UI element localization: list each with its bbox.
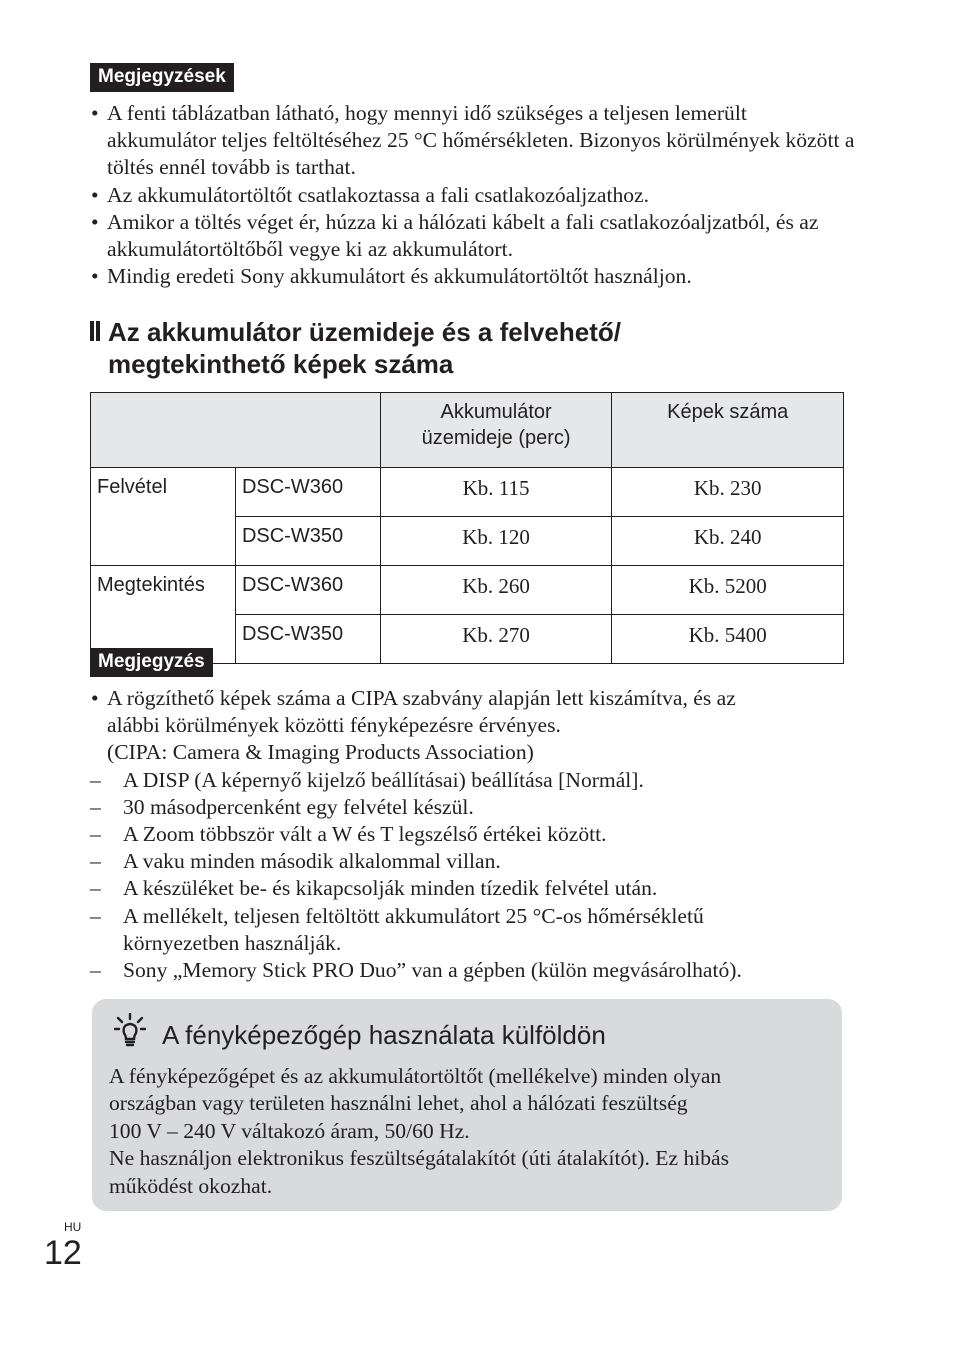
note-text: Sony „Memory Stick PRO Duo” van a gépben (külön megvásárolható). (123, 958, 742, 983)
note-text: A készüléket be- és kikapcsolják minden tízedik felvétel után. (123, 876, 658, 901)
model-cell: DSC-W350 (235, 517, 380, 566)
tip-text: Ne használjon elektronikus feszültségátalakítót (úti átalakítót). Ez hibás (109, 1146, 730, 1171)
images-cell: Kb. 230 (612, 468, 844, 517)
notes-list (90, 100, 860, 290)
language-code: HU (64, 1220, 82, 1234)
note-text: A DISP (A képernyő kijelző beállításai) beállítása [Normál]. (123, 767, 644, 792)
model-cell: DSC-W360 (235, 566, 380, 615)
images-cell: Kb. 240 (612, 517, 844, 566)
note-text: • A rögzíthető képek száma a CIPA szabvány alapján lett kiszámítva, és az (107, 686, 736, 710)
note-badge: Megjegyzés (90, 648, 213, 677)
section-marker-icon (90, 321, 100, 341)
note-list (90, 685, 870, 984)
model-cell: DSC-W350 (235, 615, 380, 664)
group-label: Megtekintés (91, 566, 236, 664)
list-item (90, 685, 870, 767)
list-item: – Sony „Memory Stick PRO Duo” van a gépben (külön megvásárolható). (90, 958, 742, 983)
list-item: • Amikor a töltés véget ér, húzza ki a hálózati kábelt a fali csatlakozóaljzatból, és az akkumulátortöltőből vegye ki az akkumulátort. (90, 209, 860, 263)
tip-text: 100 V – 240 V váltakozó áram, 50/60 Hz. (109, 1118, 470, 1143)
table-row (91, 566, 844, 615)
note-text: (CIPA: Camera & Imaging Products Association) (107, 740, 534, 765)
list-item: • Az akkumulátortöltőt csatlakoztassa a fali csatlakozóaljzathoz. (90, 182, 860, 209)
list-item: • A fenti táblázatban látható, hogy mennyi idő szükséges a teljesen lemerült akkumulátor teljes feltöltéséhez 25 °C hőmérsékleten. Bizonyos körülmények között a töltés ennél tovább is tarthat. (90, 100, 860, 182)
images-cell: Kb. 5400 (612, 615, 844, 664)
header-text: Akkumulátor (440, 401, 552, 423)
model-cell: DSC-W360 (235, 468, 380, 517)
header-text: üzemideje (perc) (421, 427, 571, 449)
battery-cell: Kb. 120 (380, 517, 612, 566)
tip-text: A fényképezőgépet és az akkumulátortöltőt (mellékelve) minden olyan (109, 1064, 722, 1088)
list-item: – A mellékelt, teljesen feltöltött akkumulátort 25 °C-os hőmérsékletű környezetben használják. (90, 903, 704, 955)
battery-cell: Kb. 270 (380, 615, 612, 664)
page-number: 12 (44, 1234, 82, 1272)
tip-title: A fényképezőgép használata külföldön (162, 1020, 606, 1050)
lightbulb-icon (114, 1013, 146, 1049)
images-cell: Kb. 5200 (612, 566, 844, 615)
note-text: A mellékelt, teljesen feltöltött akkumulátort 25 °C-os hőmérsékletű környezetben használják. (123, 903, 704, 955)
tip-box (92, 999, 842, 1211)
table-header-images: Képek száma (612, 393, 844, 468)
list-item: – 30 másodpercenként egy felvétel készül. (90, 794, 474, 819)
note-text: A Zoom többször vált a W és T legszélső értékei között. (123, 822, 607, 847)
section-title-line2: megtekinthető képek száma (108, 349, 454, 379)
note-text: A vaku minden második alkalommal villan. (123, 849, 501, 874)
table-header-battery (380, 393, 612, 468)
battery-cell: Kb. 115 (380, 468, 612, 517)
table-row (91, 468, 844, 517)
list-item: – A Zoom többször vált a W és T legszélső értékei között. (90, 822, 607, 847)
list-item: – A vaku minden második alkalommal villan. (90, 849, 501, 874)
tip-text: országban vagy területen használni lehet, ahol a hálózati feszültség (109, 1091, 688, 1116)
tip-body (109, 1063, 829, 1200)
section-title-line1: Az akkumulátor üzemideje és a felvehető/ (108, 317, 621, 347)
table-header-row (91, 393, 844, 468)
list-item: – A készüléket be- és kikapcsolják minden tízedik felvétel után. (90, 876, 658, 901)
list-item: – A DISP (A képernyő kijelző beállításai) beállítása [Normál]. (90, 767, 644, 792)
list-item: • Mindig eredeti Sony akkumulátort és akkumulátortöltőt használjon. (90, 263, 860, 290)
note-text: 30 másodpercenként egy felvétel készül. (123, 794, 474, 819)
section-heading (90, 316, 870, 380)
notes-badge: Megjegyzések (90, 63, 234, 92)
group-label: Felvétel (91, 468, 236, 566)
table-header-blank (91, 393, 381, 468)
battery-table (90, 392, 844, 664)
tip-text: működést okozhat. (109, 1173, 273, 1198)
note-text: alábbi körülmények közötti fényképezésre érvényes. (107, 713, 561, 738)
battery-cell: Kb. 260 (380, 566, 612, 615)
